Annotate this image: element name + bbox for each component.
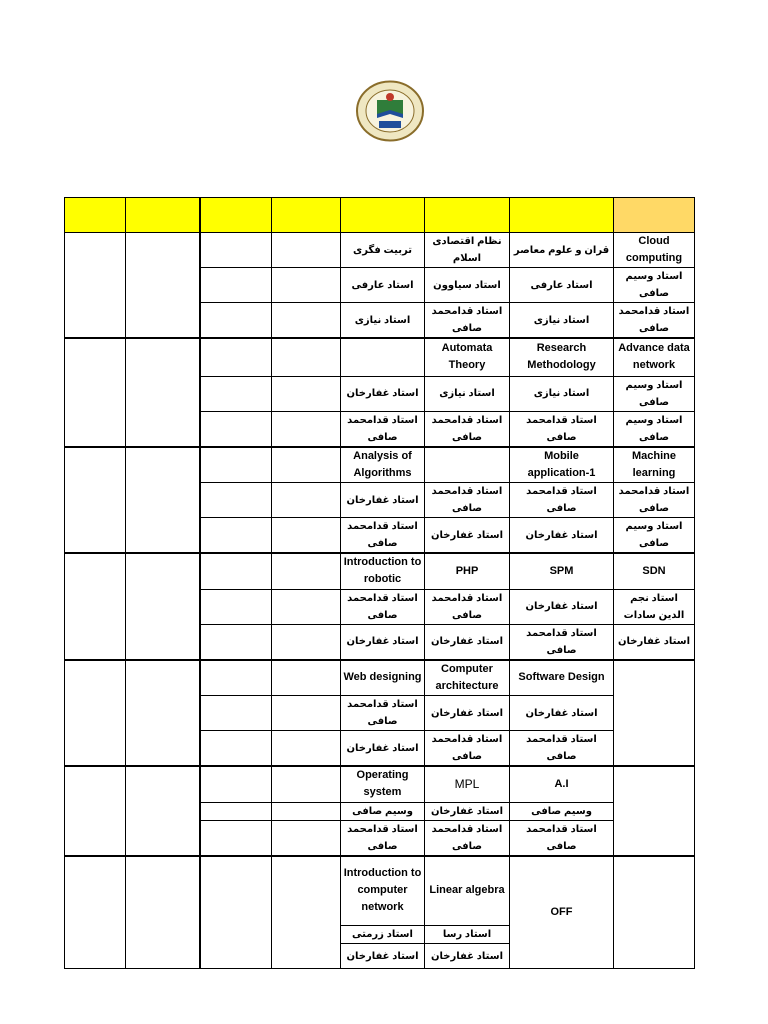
subject-cell: SPM bbox=[510, 553, 614, 589]
teacher-cell: استاد قدامحمد صافی bbox=[510, 820, 614, 856]
teacher-cell: استاد غفارخان bbox=[425, 802, 510, 820]
teacher-cell: استاد غفارخان bbox=[510, 589, 614, 624]
teacher-cell: استاد سیاوون bbox=[425, 268, 510, 303]
teacher-cell: استاد وسیم صافی bbox=[614, 411, 695, 447]
empty-cell bbox=[200, 553, 272, 589]
empty-cell bbox=[65, 660, 126, 767]
subject-cell: Computer architecture bbox=[425, 660, 510, 696]
teacher-cell: استاد قدامحمد صافی bbox=[425, 411, 510, 447]
teacher-cell: استاد وسیم صافی bbox=[614, 518, 695, 554]
empty-cell bbox=[126, 553, 200, 660]
teacher-cell: استاد قدامحمد صافی bbox=[341, 589, 425, 624]
teacher-cell: استاد قدامحمد صافی bbox=[425, 731, 510, 767]
teacher-cell: استاد قدامحمد صافی bbox=[425, 820, 510, 856]
empty-cell bbox=[200, 233, 272, 268]
subject-cell bbox=[425, 447, 510, 483]
teacher-cell: استاد قدامحمد صافی bbox=[341, 411, 425, 447]
teacher-cell: استاد غفارخان bbox=[425, 518, 510, 554]
header-cell bbox=[614, 198, 695, 233]
empty-cell bbox=[272, 376, 341, 411]
teacher-cell: استاد غفارخان bbox=[425, 944, 510, 969]
header-cell bbox=[272, 198, 341, 233]
teacher-cell: استاد قدامحمد صافی bbox=[510, 731, 614, 767]
teacher-cell: استاد قدامحمد صافی bbox=[425, 589, 510, 624]
subject-cell bbox=[341, 338, 425, 376]
empty-cell bbox=[200, 856, 272, 969]
teacher-cell: استاد قدامحمد صافی bbox=[341, 820, 425, 856]
empty-cell bbox=[272, 856, 341, 969]
teacher-cell: استاد نیازی bbox=[341, 303, 425, 339]
empty-cell bbox=[614, 660, 695, 767]
teacher-cell: استاد وسیم صافی bbox=[614, 376, 695, 411]
university-seal-icon bbox=[355, 80, 425, 142]
empty-cell bbox=[272, 802, 341, 820]
teacher-cell: استاد قدامحمد صافی bbox=[341, 518, 425, 554]
subject-cell: A.I bbox=[510, 766, 614, 802]
empty-cell bbox=[614, 766, 695, 856]
teacher-cell: استاد غفارخان bbox=[341, 944, 425, 969]
empty-cell bbox=[65, 856, 126, 969]
header-cell bbox=[65, 198, 126, 233]
empty-cell bbox=[272, 766, 341, 802]
empty-cell bbox=[126, 233, 200, 339]
subject-cell: Advance data network bbox=[614, 338, 695, 376]
teacher-cell: استاد قدامحمد صافی bbox=[425, 303, 510, 339]
empty-cell bbox=[200, 303, 272, 339]
header-cell bbox=[510, 198, 614, 233]
subject-cell: Software Design bbox=[510, 660, 614, 696]
subject-cell: Automata Theory bbox=[425, 338, 510, 376]
teacher-cell: استاد نجم الدین سادات bbox=[614, 589, 695, 624]
empty-cell bbox=[272, 696, 341, 731]
empty-cell bbox=[126, 338, 200, 447]
teacher-cell: استاد زرمتی bbox=[341, 926, 425, 944]
teacher-cell: استاد قدامحمد صافی bbox=[510, 624, 614, 660]
empty-cell bbox=[200, 696, 272, 731]
empty-cell bbox=[200, 518, 272, 554]
teacher-cell: استاد رسا bbox=[425, 926, 510, 944]
empty-cell bbox=[272, 338, 341, 376]
empty-cell bbox=[200, 820, 272, 856]
teacher-cell: استاد غفارخان bbox=[425, 696, 510, 731]
header-cell bbox=[341, 198, 425, 233]
empty-cell bbox=[272, 483, 341, 518]
subject-cell: Linear algebra bbox=[425, 856, 510, 926]
empty-cell bbox=[200, 660, 272, 696]
teacher-cell: استاد غفارخان bbox=[341, 624, 425, 660]
empty-cell bbox=[200, 411, 272, 447]
empty-cell bbox=[272, 268, 341, 303]
empty-cell bbox=[200, 338, 272, 376]
empty-cell bbox=[126, 660, 200, 767]
header-cell bbox=[200, 198, 272, 233]
empty-cell bbox=[65, 338, 126, 447]
empty-cell bbox=[272, 303, 341, 339]
empty-cell bbox=[126, 856, 200, 969]
subject-cell: Machine learning bbox=[614, 447, 695, 483]
teacher-cell: استاد غفارخان bbox=[341, 731, 425, 767]
empty-cell bbox=[272, 411, 341, 447]
subject-cell: Web designing bbox=[341, 660, 425, 696]
header-cell bbox=[126, 198, 200, 233]
subject-cell: Introduction to computer network bbox=[341, 856, 425, 926]
teacher-cell: استاد قدامحمد صافی bbox=[614, 303, 695, 339]
teacher-cell: استاد وسیم صافی bbox=[614, 268, 695, 303]
subject-cell: نظام اقتصادی اسلام bbox=[425, 233, 510, 268]
empty-cell bbox=[272, 820, 341, 856]
teacher-cell: استاد قدامحمد صافی bbox=[510, 483, 614, 518]
teacher-cell: استاد غفارخان bbox=[510, 696, 614, 731]
teacher-cell: استاد غفارخان bbox=[425, 624, 510, 660]
header-cell bbox=[425, 198, 510, 233]
empty-cell bbox=[65, 233, 126, 339]
weekly-schedule-table bbox=[64, 197, 695, 969]
empty-cell bbox=[614, 856, 695, 969]
teacher-cell: استاد قدامحمد صافی bbox=[341, 696, 425, 731]
empty-cell bbox=[200, 624, 272, 660]
teacher-cell: استاد غفارخان bbox=[510, 518, 614, 554]
teacher-cell: استاد غفارخان bbox=[341, 483, 425, 518]
empty-cell bbox=[272, 447, 341, 483]
subject-cell: تربیت فگری bbox=[341, 233, 425, 268]
empty-cell bbox=[200, 483, 272, 518]
empty-cell bbox=[200, 802, 272, 820]
empty-cell bbox=[272, 589, 341, 624]
subject-cell: قران و علوم معاصر bbox=[510, 233, 614, 268]
empty-cell bbox=[272, 553, 341, 589]
empty-cell bbox=[272, 233, 341, 268]
subject-cell: Cloud computing bbox=[614, 233, 695, 268]
empty-cell bbox=[272, 518, 341, 554]
empty-cell bbox=[200, 589, 272, 624]
off-cell: OFF bbox=[510, 856, 614, 969]
empty-cell bbox=[200, 268, 272, 303]
empty-cell bbox=[200, 447, 272, 483]
teacher-cell: استاد قدامحمد صافی bbox=[614, 483, 695, 518]
teacher-cell: استاد غفارخان bbox=[614, 624, 695, 660]
subject-cell: PHP bbox=[425, 553, 510, 589]
teacher-cell: وسیم صافی bbox=[510, 802, 614, 820]
header-row bbox=[65, 198, 695, 233]
subject-cell: SDN bbox=[614, 553, 695, 589]
empty-cell bbox=[200, 731, 272, 767]
empty-cell bbox=[272, 624, 341, 660]
empty-cell bbox=[272, 731, 341, 767]
subject-cell: Introduction to robotic bbox=[341, 553, 425, 589]
empty-cell bbox=[272, 660, 341, 696]
empty-cell bbox=[65, 553, 126, 660]
subject-cell: MPL bbox=[425, 766, 510, 802]
subject-cell: Analysis of Algorithms bbox=[341, 447, 425, 483]
teacher-cell: استاد نیازی bbox=[425, 376, 510, 411]
teacher-cell: استاد عارفی bbox=[510, 268, 614, 303]
empty-cell bbox=[200, 766, 272, 802]
teacher-cell: استاد غفارخان bbox=[341, 376, 425, 411]
teacher-cell: استاد عارفی bbox=[341, 268, 425, 303]
subject-cell: Mobile application-1 bbox=[510, 447, 614, 483]
teacher-cell: استاد نیازی bbox=[510, 303, 614, 339]
teacher-cell: استاد قدامحمد صافی bbox=[425, 483, 510, 518]
empty-cell bbox=[65, 766, 126, 856]
teacher-cell: استاد نیازی bbox=[510, 376, 614, 411]
empty-cell bbox=[65, 447, 126, 554]
subject-cell: Operating system bbox=[341, 766, 425, 802]
empty-cell bbox=[200, 376, 272, 411]
empty-cell bbox=[126, 447, 200, 554]
teacher-cell: استاد قدامحمد صافی bbox=[510, 411, 614, 447]
empty-cell bbox=[126, 766, 200, 856]
teacher-cell: وسیم صافی bbox=[341, 802, 425, 820]
subject-cell: Research Methodology bbox=[510, 338, 614, 376]
